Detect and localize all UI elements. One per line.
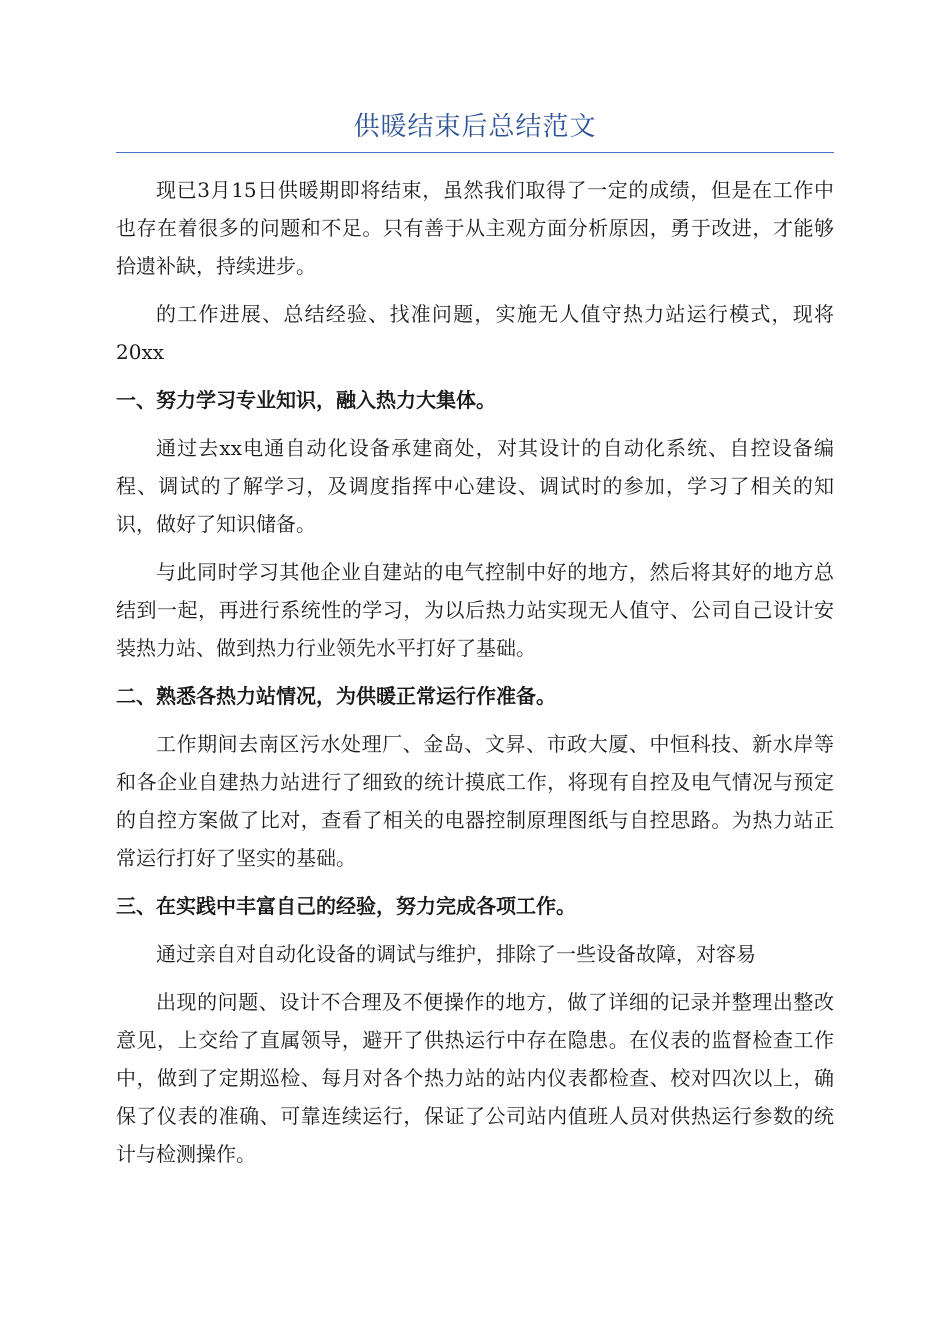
paragraph-practice-1: 通过亲自对自动化设备的调试与维护，排除了一些设备故障，对容易 [156,942,756,966]
paragraph-stations: 工作期间去南区污水处理厂、金岛、文昇、市政大厦、中恒科技、新水岸等和各企业自建热力站进行了细致的统计摸底工作，将现有自控及电气情况与预定的自控方案做了比对，查看了相关的电器控制原理图纸与自控思路。为热力站正常运行打好了坚实的基础。 [116,732,834,870]
document-body [116,171,834,1173]
document-page [116,108,834,1173]
section-heading-3: 三、在实践中丰富自己的经验，努力完成各项工作。 [116,894,576,918]
paragraph-intro: 现已3月15日供暖期即将结束，虽然我们取得了一定的成绩，但是在工作中也存在着很多的问题和不足。只有善于从主观方面分析原因，勇于改进，才能够拾遗补缺，持续进步。 [116,178,834,278]
document-title: 供暖结束后总结范文 [116,108,834,153]
section-heading-1: 一、努力学习专业知识，融入热力大集体。 [116,388,496,412]
paragraph-practice-2: 出现的问题、设计不合理及不便操作的地方，做了详细的记录并整理出整改意见，上交给了直属领导，避开了供热运行中存在隐患。在仪表的监督检查工作中，做到了定期巡检、每月对各个热力站的站内仪表都检查、校对四次以上，确保了仪表的准确、可靠连续运行，保证了公司站内值班人员对供热运行参数的统计与检测操作。 [116,990,834,1166]
paragraph-progress: 的工作进展、总结经验、找准问题，实施无人值守热力站运行模式，现将20xx [116,302,834,364]
paragraph-study-2: 与此同时学习其他企业自建站的电气控制中好的地方，然后将其好的地方总结到一起，再进行系统性的学习，为以后热力站实现无人值守、公司自己设计安装热力站、做到热力行业领先水平打好了基础。 [116,560,834,660]
paragraph-study-1: 通过去xx电通自动化设备承建商处，对其设计的自动化系统、自控设备编程、调试的了解学习，及调度指挥中心建设、调试时的参加，学习了相关的知识，做好了知识储备。 [116,436,834,536]
section-heading-2: 二、熟悉各热力站情况，为供暖正常运行作准备。 [116,684,556,708]
